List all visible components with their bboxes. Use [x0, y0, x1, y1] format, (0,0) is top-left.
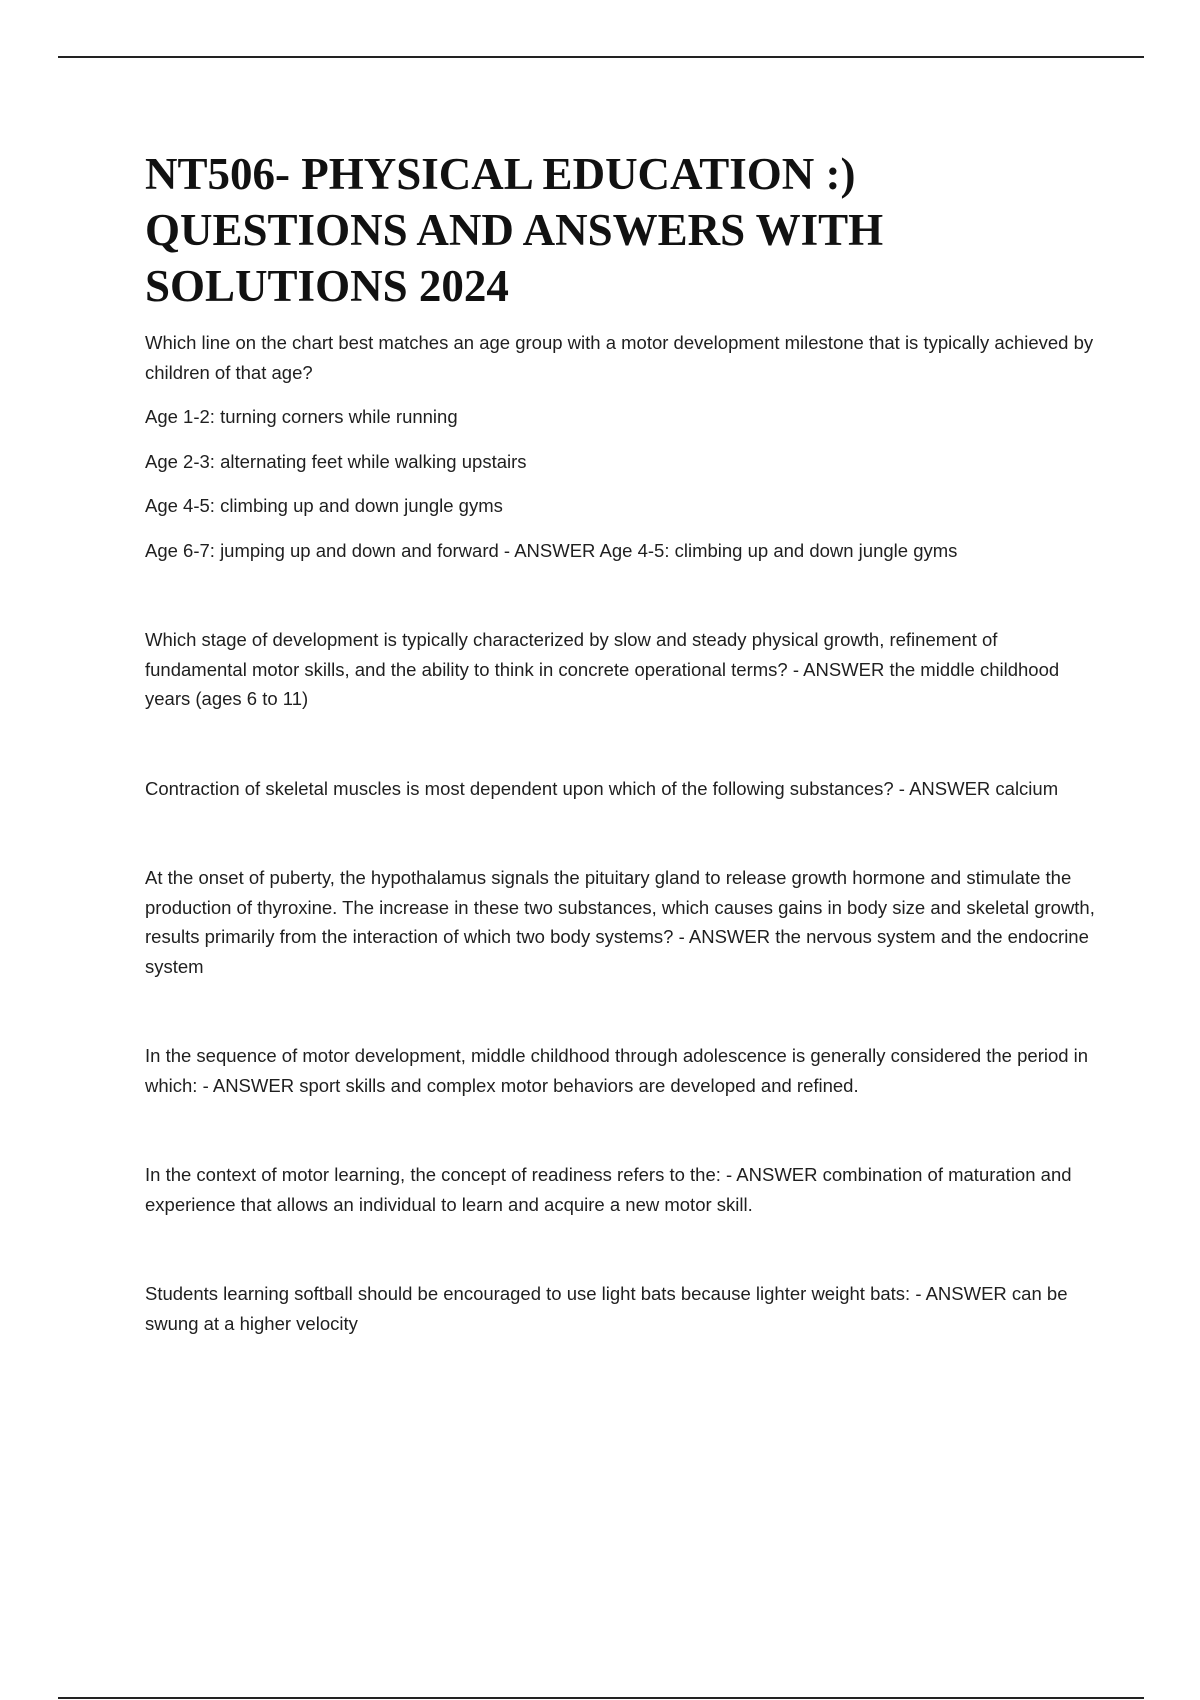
question-block	[145, 328, 1095, 565]
question-answer-text: In the sequence of motor development, middle childhood through adolescence is generally considered the period in which: - ANSWER sport skills and complex motor behaviors are developed and refined.	[145, 1045, 1089, 1096]
question-block	[145, 774, 1095, 804]
question-text: Which line on the chart best matches an age group with a motor development milestone that is typically achieved by children of that age?	[145, 332, 1094, 383]
question-answer-text: At the onset of puberty, the hypothalamus signals the pituitary gland to release growth hormone and stimulate the production of thyroxine. The increase in these two substances, which causes gains in body size and skeletal growth, results primarily from the interaction of which two body systems? - ANSWER the nervous system and the endocrine system	[145, 867, 1095, 977]
question-answer-text: Contraction of skeletal muscles is most dependent upon which of the following substances? - ANSWER calcium	[145, 777, 1059, 799]
question-block	[145, 1279, 1095, 1338]
top-rule	[58, 56, 1144, 58]
question-block	[145, 625, 1095, 714]
document-title: NT506- PHYSICAL EDUCATION :) QUESTIONS AND ANSWERS WITH SOLUTIONS 2024	[145, 149, 884, 311]
question-block	[145, 863, 1095, 981]
question-answer-text: Students learning softball should be encouraged to use light bats because lighter weight bats: - ANSWER can be swung at a higher velocity	[145, 1283, 1068, 1334]
document-body	[145, 146, 1095, 1338]
question-answer-text: Which stage of development is typically characterized by slow and steady physical growth, refinement of fundamental motor skills, and the ability to think in concrete operational terms? - ANSWER the middle childhood years (ages 6 to 11)	[145, 629, 1060, 709]
answer-option: Age 6-7: jumping up and down and forward - ANSWER Age 4-5: climbing up and down jungle gyms	[145, 539, 958, 561]
question-answer-text: In the context of motor learning, the concept of readiness refers to the: - ANSWER combination of maturation and experience that allows an individual to learn and acquire a new motor skill.	[145, 1164, 1072, 1215]
question-block	[145, 1160, 1095, 1219]
bottom-rule	[58, 1697, 1144, 1699]
answer-option: Age 4-5: climbing up and down jungle gyms	[145, 495, 503, 516]
question-block	[145, 1041, 1095, 1100]
answer-option: Age 1-2: turning corners while running	[145, 406, 458, 427]
answer-option: Age 2-3: alternating feet while walking upstairs	[145, 450, 527, 472]
